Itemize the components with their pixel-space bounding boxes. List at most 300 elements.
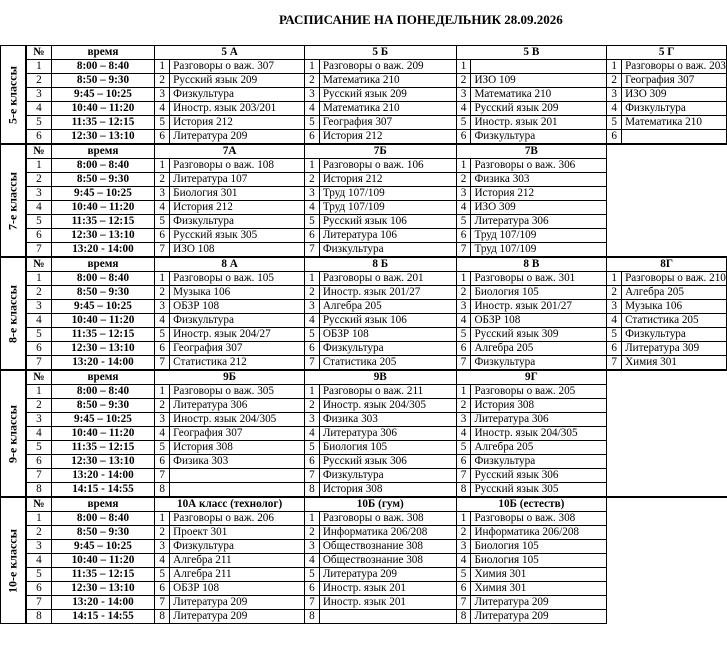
lesson-index: 2	[607, 286, 622, 300]
lesson-index: 4	[456, 314, 471, 328]
lesson-index: 1	[155, 272, 170, 286]
class-column-header: 10А класс (технолог)	[155, 497, 305, 512]
lesson-number: 3	[26, 300, 51, 314]
lesson-index: 7	[304, 469, 319, 483]
empty-cell	[607, 554, 727, 568]
lesson-subject: ОБЗР 108	[319, 328, 456, 342]
empty-cell	[607, 610, 727, 624]
lesson-subject: ИЗО 309	[622, 88, 727, 102]
lesson-subject: Литература 306	[319, 427, 456, 441]
lesson-index: 4	[607, 102, 622, 116]
class-column-header: 5 А	[155, 46, 305, 60]
table-row	[1, 243, 727, 258]
empty-cell	[607, 526, 727, 540]
class-column-header: 5 Г	[607, 46, 727, 60]
lesson-number-header: №	[26, 257, 51, 272]
lesson-time: 10:40 – 11:20	[51, 314, 155, 328]
lesson-subject: История 212	[170, 116, 305, 130]
lesson-subject: ИЗО 108	[170, 243, 305, 258]
table-row	[1, 610, 727, 624]
lesson-index: 2	[456, 526, 471, 540]
lesson-index: 5	[456, 215, 471, 229]
lesson-index: 6	[155, 130, 170, 145]
table-row	[1, 88, 727, 102]
lesson-subject: Физика 303	[170, 455, 305, 469]
lesson-subject: Иностр. язык 201	[319, 596, 456, 610]
lesson-subject: История 308	[170, 441, 305, 455]
lesson-number: 4	[26, 201, 51, 215]
lesson-subject: Информатика 206/208	[319, 526, 456, 540]
empty-cell	[607, 469, 727, 483]
lesson-index: 3	[304, 88, 319, 102]
lesson-subject: Литература 209	[170, 610, 305, 624]
lesson-index: 7	[155, 356, 170, 371]
lesson-subject: Литература 306	[471, 215, 607, 229]
class-column-header: 8 Б	[304, 257, 456, 272]
lesson-index: 4	[155, 314, 170, 328]
lesson-time: 9:45 – 10:25	[51, 187, 155, 201]
lesson-subject: Разговоры о важ. 308	[471, 512, 607, 526]
table-row	[1, 102, 727, 116]
lesson-subject: Биология 105	[471, 286, 607, 300]
lesson-number-header: №	[26, 144, 51, 159]
time-header: время	[51, 497, 155, 512]
table-row	[1, 215, 727, 229]
section-header-row	[1, 144, 727, 159]
empty-cell	[607, 441, 727, 455]
lesson-index: 7	[456, 243, 471, 258]
page-title: РАСПИСАНИЕ НА ПОНЕДЕЛЬНИК 28.09.2026	[279, 12, 563, 27]
lesson-subject: Статистика 205	[319, 356, 456, 371]
empty-cell	[607, 497, 727, 512]
lesson-index: 7	[607, 356, 622, 371]
table-row	[1, 314, 727, 328]
class-column-header: 9В	[304, 370, 456, 385]
lesson-index: 8	[304, 610, 319, 624]
lesson-index: 7	[456, 356, 471, 371]
lesson-index: 8	[155, 610, 170, 624]
lesson-index: 1	[607, 60, 622, 74]
lesson-subject	[471, 60, 607, 74]
table-row	[1, 300, 727, 314]
lesson-subject	[319, 610, 456, 624]
empty-cell	[607, 370, 727, 385]
class-column-header: 8 В	[456, 257, 607, 272]
lesson-time: 9:45 – 10:25	[51, 300, 155, 314]
empty-cell	[607, 215, 727, 229]
lesson-index: 6	[304, 229, 319, 243]
lesson-time: 9:45 – 10:25	[51, 88, 155, 102]
lesson-subject: Математика 210	[471, 88, 607, 102]
lesson-time: 8:50 – 9:30	[51, 173, 155, 187]
lesson-time: 8:00 – 8:40	[51, 512, 155, 526]
lesson-number: 8	[26, 483, 51, 498]
empty-cell	[607, 229, 727, 243]
lesson-number: 6	[26, 130, 51, 145]
lesson-subject: Химия 301	[471, 582, 607, 596]
lesson-index: 5	[607, 116, 622, 130]
lesson-subject: Русский язык 209	[170, 74, 305, 88]
lesson-subject: Разговоры о важ. 305	[170, 385, 305, 399]
lesson-subject: Иностр. язык 203/201	[170, 102, 305, 116]
table-row	[1, 540, 727, 554]
lesson-time: 9:45 – 10:25	[51, 540, 155, 554]
lesson-index: 5	[155, 215, 170, 229]
lesson-index: 8	[456, 610, 471, 624]
lesson-index: 2	[304, 399, 319, 413]
lesson-index: 3	[456, 300, 471, 314]
lesson-index: 6	[304, 342, 319, 356]
lesson-subject: Биология 105	[471, 554, 607, 568]
lesson-number: 6	[26, 582, 51, 596]
lesson-subject: География 307	[170, 427, 305, 441]
table-row	[1, 328, 727, 342]
table-row	[1, 130, 727, 145]
lesson-time: 13:20 - 14:00	[51, 596, 155, 610]
lesson-subject: История 308	[471, 399, 607, 413]
lesson-index: 3	[456, 540, 471, 554]
table-row	[1, 201, 727, 215]
lesson-time: 13:20 - 14:00	[51, 469, 155, 483]
class-column-header: 9Б	[155, 370, 305, 385]
grade-group-text: 9-е классы	[5, 404, 20, 463]
table-row	[1, 512, 727, 526]
lesson-time: 8:00 – 8:40	[51, 385, 155, 399]
lesson-time: 12:30 – 13:10	[51, 342, 155, 356]
table-row	[1, 173, 727, 187]
lesson-subject: Литература 107	[170, 173, 305, 187]
lesson-subject: Иностр. язык 204/305	[170, 413, 305, 427]
lesson-subject: Русский язык 305	[170, 229, 305, 243]
table-row	[1, 356, 727, 371]
lesson-index: 6	[304, 582, 319, 596]
grade-group-text: 10-е классы	[5, 528, 20, 593]
table-row	[1, 596, 727, 610]
class-column-header: 7А	[155, 144, 305, 159]
lesson-index: 5	[304, 116, 319, 130]
lesson-number-header: №	[26, 370, 51, 385]
lesson-number: 5	[26, 568, 51, 582]
lesson-subject: ОБЗР 108	[170, 582, 305, 596]
lesson-subject: Труд 107/109	[319, 187, 456, 201]
grade-group-label	[1, 144, 27, 257]
lesson-number: 5	[26, 441, 51, 455]
lesson-index: 5	[155, 328, 170, 342]
lesson-index: 1	[155, 512, 170, 526]
lesson-time: 10:40 – 11:20	[51, 201, 155, 215]
lesson-subject: Музыка 106	[170, 286, 305, 300]
lesson-number: 4	[26, 102, 51, 116]
empty-cell	[607, 173, 727, 187]
lesson-time: 11:35 – 12:15	[51, 116, 155, 130]
lesson-subject: Разговоры о важ. 209	[319, 60, 456, 74]
lesson-index: 8	[456, 483, 471, 498]
lesson-number: 3	[26, 540, 51, 554]
lesson-index: 2	[155, 399, 170, 413]
lesson-index: 2	[456, 173, 471, 187]
lesson-index: 3	[607, 88, 622, 102]
lesson-index: 2	[155, 74, 170, 88]
lesson-subject: Разговоры о важ. 106	[319, 159, 456, 173]
lesson-index: 6	[155, 582, 170, 596]
lesson-subject: Математика 210	[319, 74, 456, 88]
lesson-time: 11:35 – 12:15	[51, 215, 155, 229]
lesson-index: 4	[304, 427, 319, 441]
lesson-number: 4	[26, 314, 51, 328]
lesson-number: 6	[26, 342, 51, 356]
lesson-subject: Литература 309	[622, 342, 727, 356]
lesson-subject: Литература 209	[471, 610, 607, 624]
lesson-index: 1	[456, 272, 471, 286]
lesson-subject: Информатика 206/208	[471, 526, 607, 540]
lesson-subject: Разговоры о важ. 201	[319, 272, 456, 286]
lesson-subject: История 212	[319, 130, 456, 145]
lesson-time: 8:50 – 9:30	[51, 526, 155, 540]
lesson-time: 13:20 - 14:00	[51, 243, 155, 258]
lesson-subject: ИЗО 309	[471, 201, 607, 215]
lesson-subject: Физкультура	[170, 215, 305, 229]
lesson-subject: Литература 209	[170, 130, 305, 145]
lesson-subject: История 212	[170, 201, 305, 215]
lesson-index: 5	[456, 568, 471, 582]
table-row	[1, 526, 727, 540]
table-row	[1, 483, 727, 498]
lesson-number: 7	[26, 596, 51, 610]
lesson-index: 1	[304, 512, 319, 526]
lesson-index: 4	[456, 554, 471, 568]
lesson-index: 7	[304, 596, 319, 610]
lesson-number: 2	[26, 526, 51, 540]
lesson-index: 4	[456, 427, 471, 441]
lesson-time: 8:00 – 8:40	[51, 60, 155, 74]
lesson-subject: Алгебра 205	[471, 342, 607, 356]
empty-cell	[607, 540, 727, 554]
time-header: время	[51, 144, 155, 159]
lesson-time: 11:35 – 12:15	[51, 328, 155, 342]
lesson-number: 6	[26, 229, 51, 243]
lesson-subject: Физкультура	[170, 540, 305, 554]
lesson-subject: Русский язык 106	[319, 215, 456, 229]
empty-cell	[607, 187, 727, 201]
lesson-index: 2	[155, 286, 170, 300]
lesson-index: 3	[456, 413, 471, 427]
lesson-index: 3	[155, 413, 170, 427]
table-row	[1, 568, 727, 582]
lesson-subject: Алгебра 211	[170, 554, 305, 568]
lesson-index: 1	[155, 60, 170, 74]
lesson-number: 2	[26, 399, 51, 413]
lesson-index: 4	[155, 554, 170, 568]
lesson-time: 8:50 – 9:30	[51, 74, 155, 88]
lesson-subject: Иностр. язык 201	[471, 116, 607, 130]
lesson-subject: Статистика 205	[622, 314, 727, 328]
lesson-index: 2	[456, 286, 471, 300]
section-header-row	[1, 370, 727, 385]
empty-cell	[607, 582, 727, 596]
lesson-index: 2	[304, 173, 319, 187]
lesson-number: 1	[26, 60, 51, 74]
lesson-index: 4	[304, 102, 319, 116]
lesson-index: 2	[607, 74, 622, 88]
lesson-index: 1	[304, 385, 319, 399]
lesson-number: 6	[26, 455, 51, 469]
lesson-subject: История 212	[319, 173, 456, 187]
lesson-index: 8	[304, 483, 319, 498]
grade-group-label	[1, 46, 27, 145]
grade-group-text: 8-е классы	[5, 284, 20, 343]
lesson-number: 1	[26, 272, 51, 286]
table-row	[1, 469, 727, 483]
lesson-time: 8:00 – 8:40	[51, 272, 155, 286]
lesson-index: 7	[155, 596, 170, 610]
lesson-number: 2	[26, 74, 51, 88]
lesson-index: 4	[155, 427, 170, 441]
lesson-subject: Разговоры о важ. 306	[471, 159, 607, 173]
lesson-index: 1	[304, 159, 319, 173]
lesson-index: 6	[304, 130, 319, 145]
lesson-index: 2	[155, 526, 170, 540]
lesson-subject: Физкультура	[319, 342, 456, 356]
table-row	[1, 399, 727, 413]
lesson-index: 3	[155, 300, 170, 314]
lesson-subject: География 307	[622, 74, 727, 88]
lesson-number: 3	[26, 413, 51, 427]
lesson-time: 12:30 – 13:10	[51, 582, 155, 596]
lesson-time: 11:35 – 12:15	[51, 441, 155, 455]
empty-cell	[607, 455, 727, 469]
lesson-index: 5	[304, 441, 319, 455]
lesson-time: 12:30 – 13:10	[51, 229, 155, 243]
lesson-index: 6	[155, 455, 170, 469]
lesson-index: 1	[304, 60, 319, 74]
lesson-index: 5	[304, 215, 319, 229]
lesson-index: 2	[304, 526, 319, 540]
grade-group-text: 5-е классы	[5, 65, 20, 124]
lesson-number: 3	[26, 88, 51, 102]
lesson-subject: Разговоры о важ. 210	[622, 272, 727, 286]
lesson-index: 2	[456, 399, 471, 413]
class-column-header: 5 В	[456, 46, 607, 60]
lesson-number: 1	[26, 385, 51, 399]
lesson-subject: Физкультура	[170, 314, 305, 328]
lesson-subject: Физкультура	[319, 243, 456, 258]
lesson-subject: Разговоры о важ. 105	[170, 272, 305, 286]
lesson-subject: ОБЗР 108	[170, 300, 305, 314]
lesson-time: 14:15 - 14:55	[51, 610, 155, 624]
table-row	[1, 441, 727, 455]
empty-cell	[607, 427, 727, 441]
lesson-subject: Разговоры о важ. 203	[622, 60, 727, 74]
empty-cell	[607, 483, 727, 498]
lesson-index: 6	[456, 455, 471, 469]
lesson-index: 5	[456, 116, 471, 130]
lesson-index: 7	[304, 243, 319, 258]
table-row	[1, 554, 727, 568]
lesson-index: 5	[304, 568, 319, 582]
empty-cell	[607, 144, 727, 159]
lesson-time: 12:30 – 13:10	[51, 455, 155, 469]
lesson-number: 7	[26, 243, 51, 258]
lesson-number: 1	[26, 512, 51, 526]
lesson-index: 4	[304, 314, 319, 328]
lesson-subject: Проект 301	[170, 526, 305, 540]
lesson-subject: Математика 210	[319, 102, 456, 116]
class-column-header: 7Б	[304, 144, 456, 159]
lesson-index: 1	[155, 159, 170, 173]
lesson-index: 5	[155, 568, 170, 582]
lesson-index: 5	[456, 328, 471, 342]
lesson-subject: Химия 301	[622, 356, 727, 371]
lesson-number: 7	[26, 469, 51, 483]
table-row	[1, 427, 727, 441]
lesson-index: 4	[607, 314, 622, 328]
lesson-number: 4	[26, 427, 51, 441]
section-header-row	[1, 257, 727, 272]
class-column-header: 10Б (гум)	[304, 497, 456, 512]
lesson-index: 3	[304, 540, 319, 554]
lesson-subject: Разговоры о важ. 301	[471, 272, 607, 286]
schedule-sheet	[0, 45, 727, 624]
table-row	[1, 187, 727, 201]
time-header: время	[51, 257, 155, 272]
lesson-subject: Физкультура	[622, 102, 727, 116]
lesson-subject: Разговоры о важ. 308	[319, 512, 456, 526]
lesson-time: 10:40 – 11:20	[51, 427, 155, 441]
lesson-subject: Литература 209	[471, 596, 607, 610]
lesson-subject: Разговоры о важ. 108	[170, 159, 305, 173]
table-row	[1, 60, 727, 74]
lesson-index: 7	[155, 469, 170, 483]
lesson-subject: Иностр. язык 201/27	[471, 300, 607, 314]
class-column-header: 7В	[456, 144, 607, 159]
lesson-index: 1	[456, 512, 471, 526]
lesson-index: 5	[304, 328, 319, 342]
lesson-time: 8:50 – 9:30	[51, 286, 155, 300]
lesson-subject: Физкультура	[622, 328, 727, 342]
lesson-subject: Русский язык 209	[319, 88, 456, 102]
lesson-index: 7	[456, 469, 471, 483]
lesson-index: 6	[456, 582, 471, 596]
lesson-index: 7	[456, 596, 471, 610]
lesson-time: 12:30 – 13:10	[51, 130, 155, 145]
lesson-number: 5	[26, 116, 51, 130]
lesson-subject: Алгебра 205	[471, 441, 607, 455]
lesson-subject: Иностр. язык 201	[319, 582, 456, 596]
lesson-subject: Музыка 106	[622, 300, 727, 314]
lesson-index: 4	[456, 201, 471, 215]
lesson-subject: Обществознание 308	[319, 554, 456, 568]
lesson-index: 3	[155, 187, 170, 201]
grade-group-label	[1, 370, 27, 497]
lesson-subject: Русский язык 305	[471, 483, 607, 498]
empty-cell	[607, 385, 727, 399]
lesson-time: 14:15 - 14:55	[51, 483, 155, 498]
table-row	[1, 74, 727, 88]
empty-cell	[607, 201, 727, 215]
lesson-time: 9:45 – 10:25	[51, 413, 155, 427]
table-row	[1, 582, 727, 596]
lesson-subject: Русский язык 106	[319, 314, 456, 328]
lesson-index: 6	[304, 455, 319, 469]
lesson-subject: Русский язык 309	[471, 328, 607, 342]
lesson-subject: География 307	[319, 116, 456, 130]
lesson-index: 4	[155, 201, 170, 215]
lesson-subject: Физика 303	[319, 413, 456, 427]
lesson-number: 8	[26, 610, 51, 624]
lesson-number-header: №	[26, 46, 51, 60]
empty-cell	[607, 159, 727, 173]
lesson-index: 3	[155, 88, 170, 102]
